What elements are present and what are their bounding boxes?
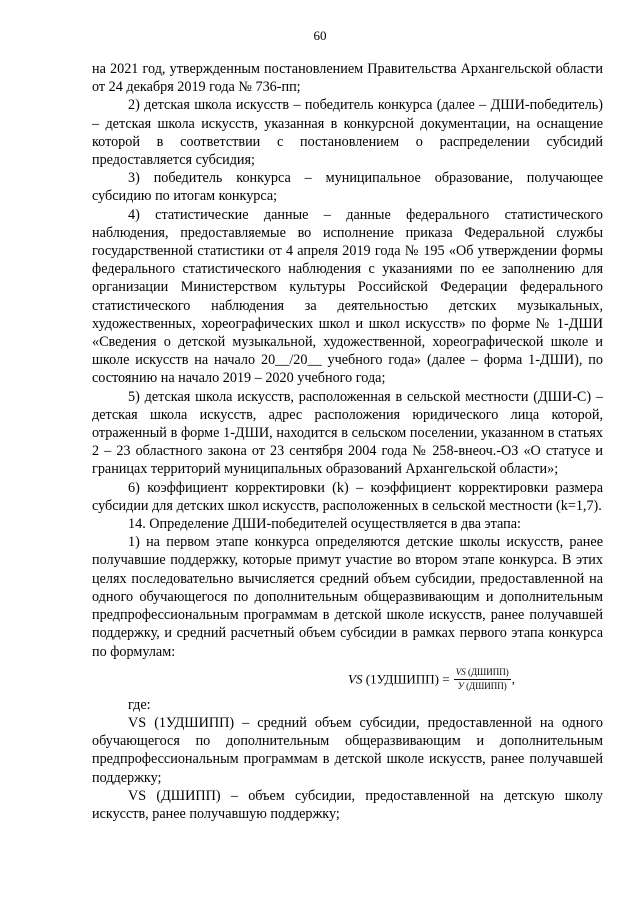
formula-denominator-var: У bbox=[457, 680, 464, 691]
formula-denominator-arg: (ДШИПП) bbox=[466, 680, 507, 691]
paragraph: VS (1УДШИПП) – средний объем субсидии, предоставленной на одного обучающегося по дополнительным общеразвивающим и дополнительным предпрофессиональным программам в детской школе искусств, ранее получавшей поддержку; bbox=[92, 714, 603, 786]
paragraph: где: bbox=[128, 696, 151, 713]
formula-lhs bbox=[348, 671, 439, 686]
formula-fraction bbox=[454, 667, 511, 692]
paragraph: VS (ДШИПП) – объем субсидии, предоставленной на детскую школу искусств, ранее получавшую поддержку; bbox=[92, 787, 603, 822]
formula-numerator-arg: (ДШИПП) bbox=[468, 666, 509, 677]
paragraph: 5) детская школа искусств, расположенная в сельской местности (ДШИ-С) – детская школа искусств, адрес расположения юридического лица которой, отраженный в форме 1-ДШИ, находится в сельском поселении, указанном в статьях 2 – 23 областного закона от 23 сентября 2004 года № 258-внеоч.-ОЗ «О статусе и границах территорий муниципальных образований Архангельской области»; bbox=[92, 388, 603, 478]
page-number: 60 bbox=[313, 28, 327, 43]
formula-numerator-var: VS bbox=[455, 666, 466, 677]
paragraph: на 2021 год, утвержденным постановлением Правительства Архангельской области от 24 декабря 2019 года № 736-пп; bbox=[92, 61, 603, 96]
formula-denominator bbox=[454, 680, 511, 692]
document-body bbox=[92, 60, 603, 823]
paragraph: 6) коэффициент корректировки (k) – коэффициент корректировки размера субсидии для детских школ искусств, расположенных в сельской местности (k=1,7). bbox=[92, 479, 603, 514]
paragraph: 1) на первом этапе конкурса определяются детские школы искусств, ранее получавшие поддержку, которые примут участие во втором этапе конкурса. В этих целях последовательно вычисляется средний объем субсидии, предоставленной на одного обучающегося по дополнительным общеразвивающим и дополнительным предпрофессиональным программам в детской школе искусств, ранее получавшей поддержку, и средний расчетный объем субсидии в рамках первого этапа конкурса по формулам: bbox=[92, 534, 603, 660]
formula-equals: = bbox=[442, 671, 450, 687]
paragraph: 14. Определение ДШИ-победителей осуществляется в два этапа: bbox=[128, 516, 521, 533]
paragraph: 3) победитель конкурса – муниципальное образование, получающее субсидию по итогам конкурса; bbox=[92, 170, 603, 205]
paragraph: 2) детская школа искусств – победитель конкурса (далее – ДШИ-победитель) – детская школа искусств, указанная в конкурсной документации, на оснащение которой в соответствии с постановлением о распределении субсидий предоставляется субсидия; bbox=[92, 97, 603, 169]
formula-lhs-arg: (1УДШИПП) bbox=[365, 671, 439, 687]
formula-trailing: , bbox=[511, 671, 515, 687]
formula-lhs-var: VS bbox=[348, 671, 363, 687]
formula bbox=[92, 667, 603, 692]
paragraph: 4) статистические данные – данные федерального статистического наблюдения, предоставляемые во исполнение приказа Федеральной службы государственной статистики от 4 апреля 2019 года № 195 «Об утверждении формы федерального статистического наблюдения с указаниями по ее заполнению для организации Министерством культуры Российской Федерации федерального статистического наблюдения за деятельностью детских музыкальных, художественных, хореографических школ и школ искусств» по форме № 1-ДШИ «Сведения о детской музыкальной, художественной, хореографической школе и школе искусств на начало 20__/20__ учебного года» (далее – форма 1-ДШИ), по состоянию на начало 2019 – 2020 учебного года; bbox=[92, 206, 603, 387]
formula-numerator bbox=[454, 667, 511, 680]
